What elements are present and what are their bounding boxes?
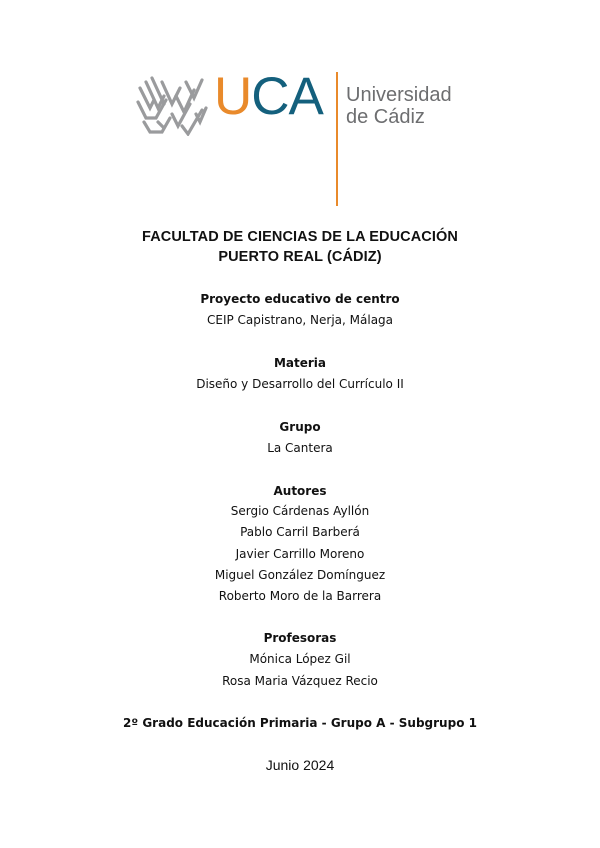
uca-letter-u: U bbox=[214, 67, 252, 126]
uca-emblem-icon bbox=[136, 74, 208, 136]
author-name: Pablo Carril Barberá bbox=[240, 525, 360, 539]
university-logo bbox=[136, 67, 476, 206]
university-name-line1: Universidad bbox=[346, 84, 452, 106]
author-name: Sergio Cárdenas Ayllón bbox=[230, 504, 370, 518]
authors-label: Autores bbox=[273, 484, 327, 498]
subject-label: Materia bbox=[273, 356, 327, 370]
university-name bbox=[346, 84, 452, 128]
course-info: 2º Grado Educación Primaria - Grupo A - Subgrupo 1 bbox=[123, 716, 477, 730]
group-value: La Cantera bbox=[267, 441, 333, 455]
author-name: Roberto Moro de la Barrera bbox=[218, 589, 382, 603]
uca-letters-ca: CA bbox=[251, 67, 323, 126]
faculty-location: PUERTO REAL (CÁDIZ) bbox=[218, 249, 382, 265]
date: Junio 2024 bbox=[265, 757, 335, 773]
author-name: Miguel González Domínguez bbox=[214, 568, 386, 582]
project-value: CEIP Capistrano, Nerja, Málaga bbox=[206, 313, 394, 327]
author-name: Javier Carrillo Moreno bbox=[235, 547, 365, 561]
teacher-name: Rosa Maria Vázquez Recio bbox=[222, 674, 378, 688]
project-label: Proyecto educativo de centro bbox=[200, 292, 400, 306]
logo-divider bbox=[336, 72, 338, 206]
faculty-title: FACULTAD DE CIENCIAS DE LA EDUCACIÓN bbox=[142, 229, 458, 245]
teachers-label: Profesoras bbox=[263, 631, 337, 645]
subject-value: Diseño y Desarrollo del Currículo II bbox=[196, 377, 404, 391]
uca-wordmark bbox=[214, 67, 323, 126]
teacher-name: Mónica López Gil bbox=[249, 652, 351, 666]
university-name-line2: de Cádiz bbox=[346, 106, 425, 128]
group-label: Grupo bbox=[279, 420, 321, 434]
